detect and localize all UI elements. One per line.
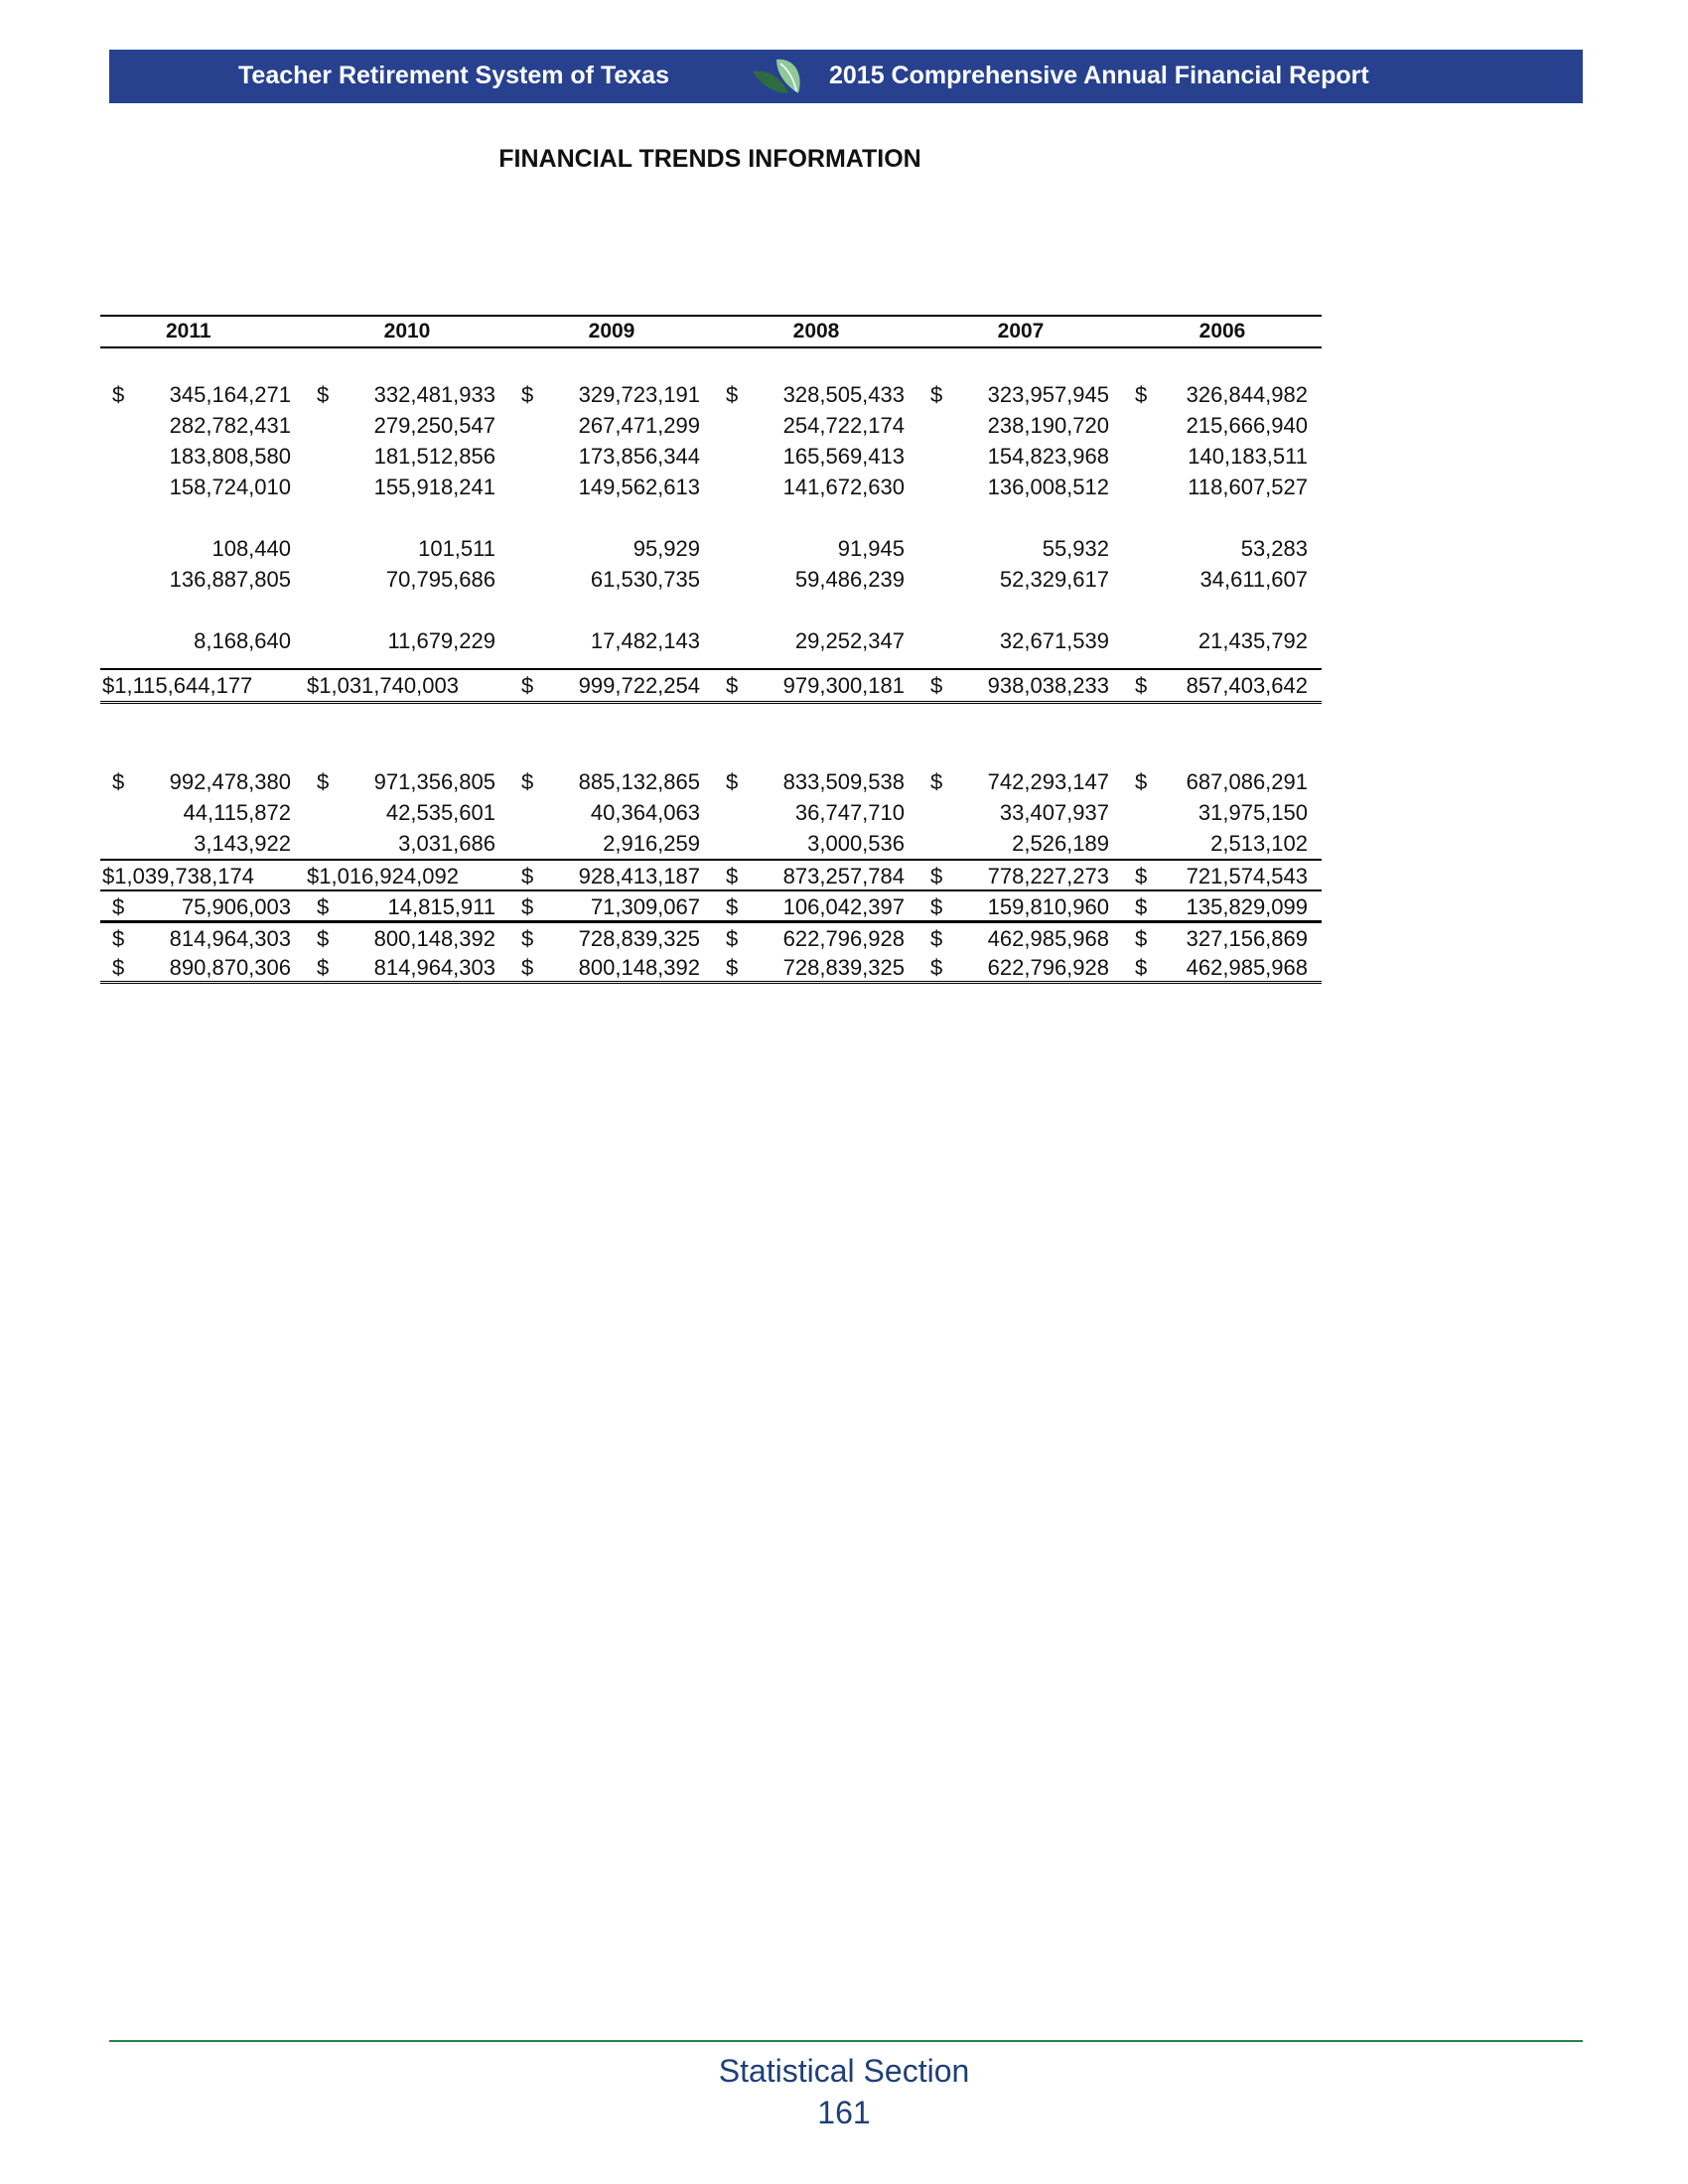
amount-value: 329,723,191: [578, 382, 700, 407]
table-row: [100, 472, 1322, 502]
table-cell: [714, 797, 918, 828]
amount-value: 267,471,299: [578, 413, 700, 438]
table-cell: [918, 766, 1123, 797]
table-cell: [509, 410, 714, 441]
currency-symbol: $: [521, 955, 534, 980]
page-title: FINANCIAL TRENDS INFORMATION: [498, 145, 921, 173]
table-cell: [100, 890, 305, 922]
table-cell: [509, 669, 714, 703]
amount-value: 91,945: [837, 536, 905, 561]
amount-value: 11,679,229: [387, 628, 495, 653]
report-name: 2015 Comprehensive Annual Financial Report: [829, 62, 1369, 89]
currency-symbol: $: [317, 382, 330, 407]
amount-value: 778,227,273: [987, 864, 1109, 888]
amount-value: 155,918,241: [373, 475, 495, 499]
amount-value: 2,916,259: [603, 831, 700, 856]
table-cell: [918, 922, 1123, 953]
table-cell: [509, 379, 714, 410]
table-cell: [100, 766, 305, 797]
amount-value: 183,808,580: [169, 444, 291, 469]
table-cell: [918, 890, 1123, 922]
amount-value: 154,823,968: [987, 444, 1109, 469]
table-cell: [305, 669, 509, 703]
amount-value: 165,569,413: [782, 444, 905, 469]
page-number: 161: [817, 2095, 871, 2130]
currency-symbol: $: [930, 769, 943, 794]
table-cell: [918, 410, 1123, 441]
table-cell: [305, 890, 509, 922]
amount-value: 323,957,945: [987, 382, 1109, 407]
table-row: [100, 533, 1322, 564]
table-cell: [509, 766, 714, 797]
table-cell: [918, 952, 1123, 983]
amount-value: 971,356,805: [373, 769, 495, 794]
table-cell: [1123, 379, 1322, 410]
table-cell: [918, 797, 1123, 828]
amount-value: 32,671,539: [999, 628, 1109, 653]
amount-value: 33,407,937: [999, 800, 1109, 825]
amount-value: 857,403,642: [1186, 673, 1308, 698]
amount-value: 992,478,380: [169, 769, 291, 794]
amount-value: 833,509,538: [782, 769, 905, 794]
amount-value: 70,795,686: [385, 567, 495, 592]
table-cell: [1123, 797, 1322, 828]
amount-value: 742,293,147: [987, 769, 1109, 794]
table-cell: [509, 922, 714, 953]
leaf-logo-icon: [747, 54, 810, 103]
table-cell: [1123, 472, 1322, 502]
amount-value: 14,815,911: [387, 894, 495, 919]
amount-value: 622,796,928: [782, 926, 905, 951]
table-row: [100, 797, 1322, 828]
year-header: 2011: [100, 316, 305, 347]
table-cell: [100, 564, 305, 595]
table-cell: [1123, 410, 1322, 441]
amount-value: 118,607,527: [1188, 475, 1308, 499]
table-cell: [509, 797, 714, 828]
table-cell: [100, 797, 305, 828]
currency-symbol: $: [112, 382, 125, 407]
amount-value: 332,481,933: [373, 382, 495, 407]
amount-value: 890,870,306: [169, 955, 291, 980]
amount-value: 159,810,960: [987, 894, 1109, 919]
table-row: [100, 766, 1322, 797]
table-cell: [918, 472, 1123, 502]
amount-value: 181,512,856: [373, 444, 495, 469]
amount-value: 95,929: [633, 536, 700, 561]
amount-value: 728,839,325: [782, 955, 905, 980]
table-cell: [714, 669, 918, 703]
table-cell: [509, 952, 714, 983]
table-cell: [714, 472, 918, 502]
table-cell: [1123, 952, 1322, 983]
year-header: 2006: [1123, 316, 1322, 347]
currency-symbol: $: [521, 894, 534, 919]
table-cell: [714, 379, 918, 410]
amount-value: 885,132,865: [578, 769, 700, 794]
amount-value: 873,257,784: [782, 864, 905, 888]
amount-value: 328,505,433: [782, 382, 905, 407]
table-cell: [100, 379, 305, 410]
table-cell: [305, 952, 509, 983]
table-cell: [714, 441, 918, 472]
table-cell: [1123, 441, 1322, 472]
year-header: 2010: [305, 316, 509, 347]
amount-value: $1,031,740,003: [307, 673, 459, 698]
table-cell: [918, 828, 1123, 860]
amount-value: 75,906,003: [181, 894, 291, 919]
table-cell: [509, 860, 714, 890]
footer-section-title: Statistical Section: [718, 2053, 970, 2089]
amount-value: $1,039,738,174: [102, 864, 254, 888]
amount-value: 36,747,710: [794, 800, 905, 825]
amount-value: 141,672,630: [782, 475, 905, 499]
amount-value: 728,839,325: [578, 926, 700, 951]
year-header-row: [100, 316, 1322, 347]
amount-value: 687,086,291: [1186, 769, 1308, 794]
spacer-row: [100, 703, 1322, 767]
amount-value: 52,329,617: [999, 567, 1109, 592]
table-cell: [714, 533, 918, 564]
amount-value: 3,143,922: [194, 831, 291, 856]
currency-symbol: $: [317, 769, 330, 794]
table-cell: [714, 952, 918, 983]
table-cell: [1123, 564, 1322, 595]
header-banner: [109, 50, 1583, 103]
amount-value: 61,530,735: [590, 567, 700, 592]
table-cell: [100, 625, 305, 656]
table-row: [100, 441, 1322, 472]
amount-value: 3,000,536: [807, 831, 905, 856]
table-cell: [1123, 766, 1322, 797]
table-cell: [305, 797, 509, 828]
table-cell: [305, 441, 509, 472]
amount-value: 53,283: [1240, 536, 1308, 561]
table-cell: [1123, 890, 1322, 922]
table-cell: [714, 410, 918, 441]
amount-value: 814,964,303: [169, 926, 291, 951]
table-row: [100, 952, 1322, 983]
amount-value: 17,482,143: [590, 628, 700, 653]
amount-value: 282,782,431: [169, 413, 291, 438]
currency-symbol: $: [930, 894, 943, 919]
amount-value: 34,611,607: [1199, 567, 1308, 592]
amount-value: 622,796,928: [987, 955, 1109, 980]
table-cell: [509, 828, 714, 860]
table-cell: [100, 533, 305, 564]
table-cell: [305, 410, 509, 441]
currency-symbol: $: [112, 926, 125, 951]
currency-symbol: $: [112, 769, 125, 794]
table-cell: [509, 890, 714, 922]
currency-symbol: $: [726, 864, 739, 888]
amount-value: 2,513,102: [1210, 831, 1308, 856]
amount-value: 29,252,347: [794, 628, 905, 653]
table-cell: [305, 533, 509, 564]
table-cell: [918, 669, 1123, 703]
amount-value: 40,364,063: [590, 800, 700, 825]
footer-rule: [109, 2040, 1583, 2042]
currency-symbol: $: [930, 382, 943, 407]
currency-symbol: $: [112, 955, 125, 980]
amount-value: 59,486,239: [794, 567, 905, 592]
table-cell: [305, 860, 509, 890]
amount-value: 140,183,511: [1188, 444, 1308, 469]
amount-value: 800,148,392: [578, 955, 700, 980]
spacer-row: [100, 347, 1322, 379]
table-cell: [714, 828, 918, 860]
table-cell: [509, 472, 714, 502]
table-cell: [714, 564, 918, 595]
amount-value: 215,666,940: [1186, 413, 1308, 438]
table-cell: [100, 952, 305, 983]
currency-symbol: $: [521, 673, 534, 698]
table-cell: [305, 828, 509, 860]
amount-value: 345,164,271: [169, 382, 291, 407]
currency-symbol: $: [521, 769, 534, 794]
table-cell: [714, 860, 918, 890]
amount-value: 462,985,968: [987, 926, 1109, 951]
table-cell: [509, 564, 714, 595]
table-cell: [305, 922, 509, 953]
currency-symbol: $: [726, 926, 739, 951]
table-cell: [100, 410, 305, 441]
currency-symbol: $: [726, 673, 739, 698]
amount-value: 928,413,187: [578, 864, 700, 888]
amount-value: 8,168,640: [194, 628, 291, 653]
table-cell: [918, 441, 1123, 472]
amount-value: $1,115,644,177: [102, 673, 253, 698]
currency-symbol: $: [1135, 955, 1148, 980]
currency-symbol: $: [726, 382, 739, 407]
table-cell: [1123, 625, 1322, 656]
table-row: [100, 669, 1322, 703]
currency-symbol: $: [1135, 926, 1148, 951]
year-header: 2007: [918, 316, 1123, 347]
currency-symbol: $: [317, 955, 330, 980]
currency-symbol: $: [726, 894, 739, 919]
table-cell: [100, 472, 305, 502]
spacer-row: [100, 656, 1322, 669]
table-cell: [1123, 922, 1322, 953]
currency-symbol: $: [1135, 382, 1148, 407]
table-cell: [918, 533, 1123, 564]
table-row: [100, 922, 1322, 953]
amount-value: 800,148,392: [373, 926, 495, 951]
table-cell: [918, 379, 1123, 410]
table-cell: [918, 625, 1123, 656]
amount-value: 136,887,805: [169, 567, 291, 592]
financial-trends-table: [100, 315, 1322, 984]
table-row: [100, 410, 1322, 441]
table-cell: [918, 860, 1123, 890]
currency-symbol: $: [317, 926, 330, 951]
amount-value: 238,190,720: [987, 413, 1109, 438]
amount-value: 21,435,792: [1197, 628, 1308, 653]
currency-symbol: $: [1135, 894, 1148, 919]
table-cell: [305, 625, 509, 656]
amount-value: 149,562,613: [578, 475, 700, 499]
amount-value: 279,250,547: [373, 413, 495, 438]
currency-symbol: $: [521, 864, 534, 888]
table-cell: [918, 564, 1123, 595]
table-cell: [100, 828, 305, 860]
currency-symbol: $: [930, 864, 943, 888]
table-cell: [714, 766, 918, 797]
currency-symbol: $: [1135, 673, 1148, 698]
table-row: [100, 890, 1322, 922]
amount-value: 254,722,174: [782, 413, 905, 438]
table-cell: [509, 625, 714, 656]
table-cell: [509, 533, 714, 564]
amount-value: 42,535,601: [385, 800, 495, 825]
currency-symbol: $: [930, 926, 943, 951]
amount-value: 44,115,872: [183, 800, 291, 825]
table-cell: [100, 860, 305, 890]
table-cell: [714, 890, 918, 922]
amount-value: 106,042,397: [782, 894, 905, 919]
amount-value: 3,031,686: [398, 831, 495, 856]
currency-symbol: $: [930, 673, 943, 698]
amount-value: 938,038,233: [987, 673, 1109, 698]
spacer-row: [100, 595, 1322, 625]
currency-symbol: $: [1135, 769, 1148, 794]
currency-symbol: $: [521, 926, 534, 951]
amount-value: 173,856,344: [578, 444, 700, 469]
table-cell: [1123, 860, 1322, 890]
table-row: [100, 828, 1322, 860]
amount-value: 158,724,010: [169, 475, 291, 499]
amount-value: $1,016,924,092: [307, 864, 459, 888]
amount-value: 108,440: [211, 536, 291, 561]
amount-value: 462,985,968: [1186, 955, 1308, 980]
table-cell: [100, 441, 305, 472]
amount-value: 71,309,067: [590, 894, 700, 919]
table-cell: [305, 379, 509, 410]
amount-value: 721,574,543: [1186, 864, 1308, 888]
amount-value: 136,008,512: [987, 475, 1109, 499]
currency-symbol: $: [317, 894, 330, 919]
amount-value: 2,526,189: [1012, 831, 1109, 856]
spacer-row: [100, 502, 1322, 533]
table-cell: [1123, 669, 1322, 703]
table-cell: [100, 922, 305, 953]
table-cell: [305, 564, 509, 595]
table-cell: [305, 472, 509, 502]
table-row: [100, 564, 1322, 595]
org-name: Teacher Retirement System of Texas: [238, 62, 669, 89]
table-cell: [1123, 533, 1322, 564]
table-cell: [509, 441, 714, 472]
amount-value: 135,829,099: [1186, 894, 1308, 919]
table-cell: [100, 669, 305, 703]
amount-value: 979,300,181: [782, 673, 905, 698]
table-cell: [714, 625, 918, 656]
table-cell: [714, 922, 918, 953]
amount-value: 327,156,869: [1186, 926, 1308, 951]
amount-value: 55,932: [1042, 536, 1109, 561]
currency-symbol: $: [521, 382, 534, 407]
currency-symbol: $: [112, 894, 125, 919]
currency-symbol: $: [1135, 864, 1148, 888]
amount-value: 101,511: [418, 536, 495, 561]
amount-value: 814,964,303: [373, 955, 495, 980]
table-row: [100, 625, 1322, 656]
currency-symbol: $: [930, 955, 943, 980]
currency-symbol: $: [726, 769, 739, 794]
amount-value: 999,722,254: [578, 673, 700, 698]
amount-value: 326,844,982: [1186, 382, 1308, 407]
currency-symbol: $: [726, 955, 739, 980]
table-row: [100, 379, 1322, 410]
table-row: [100, 860, 1322, 890]
amount-value: 31,975,150: [1197, 800, 1308, 825]
year-header: 2009: [509, 316, 714, 347]
year-header: 2008: [714, 316, 918, 347]
table-cell: [305, 766, 509, 797]
table-cell: [1123, 828, 1322, 860]
